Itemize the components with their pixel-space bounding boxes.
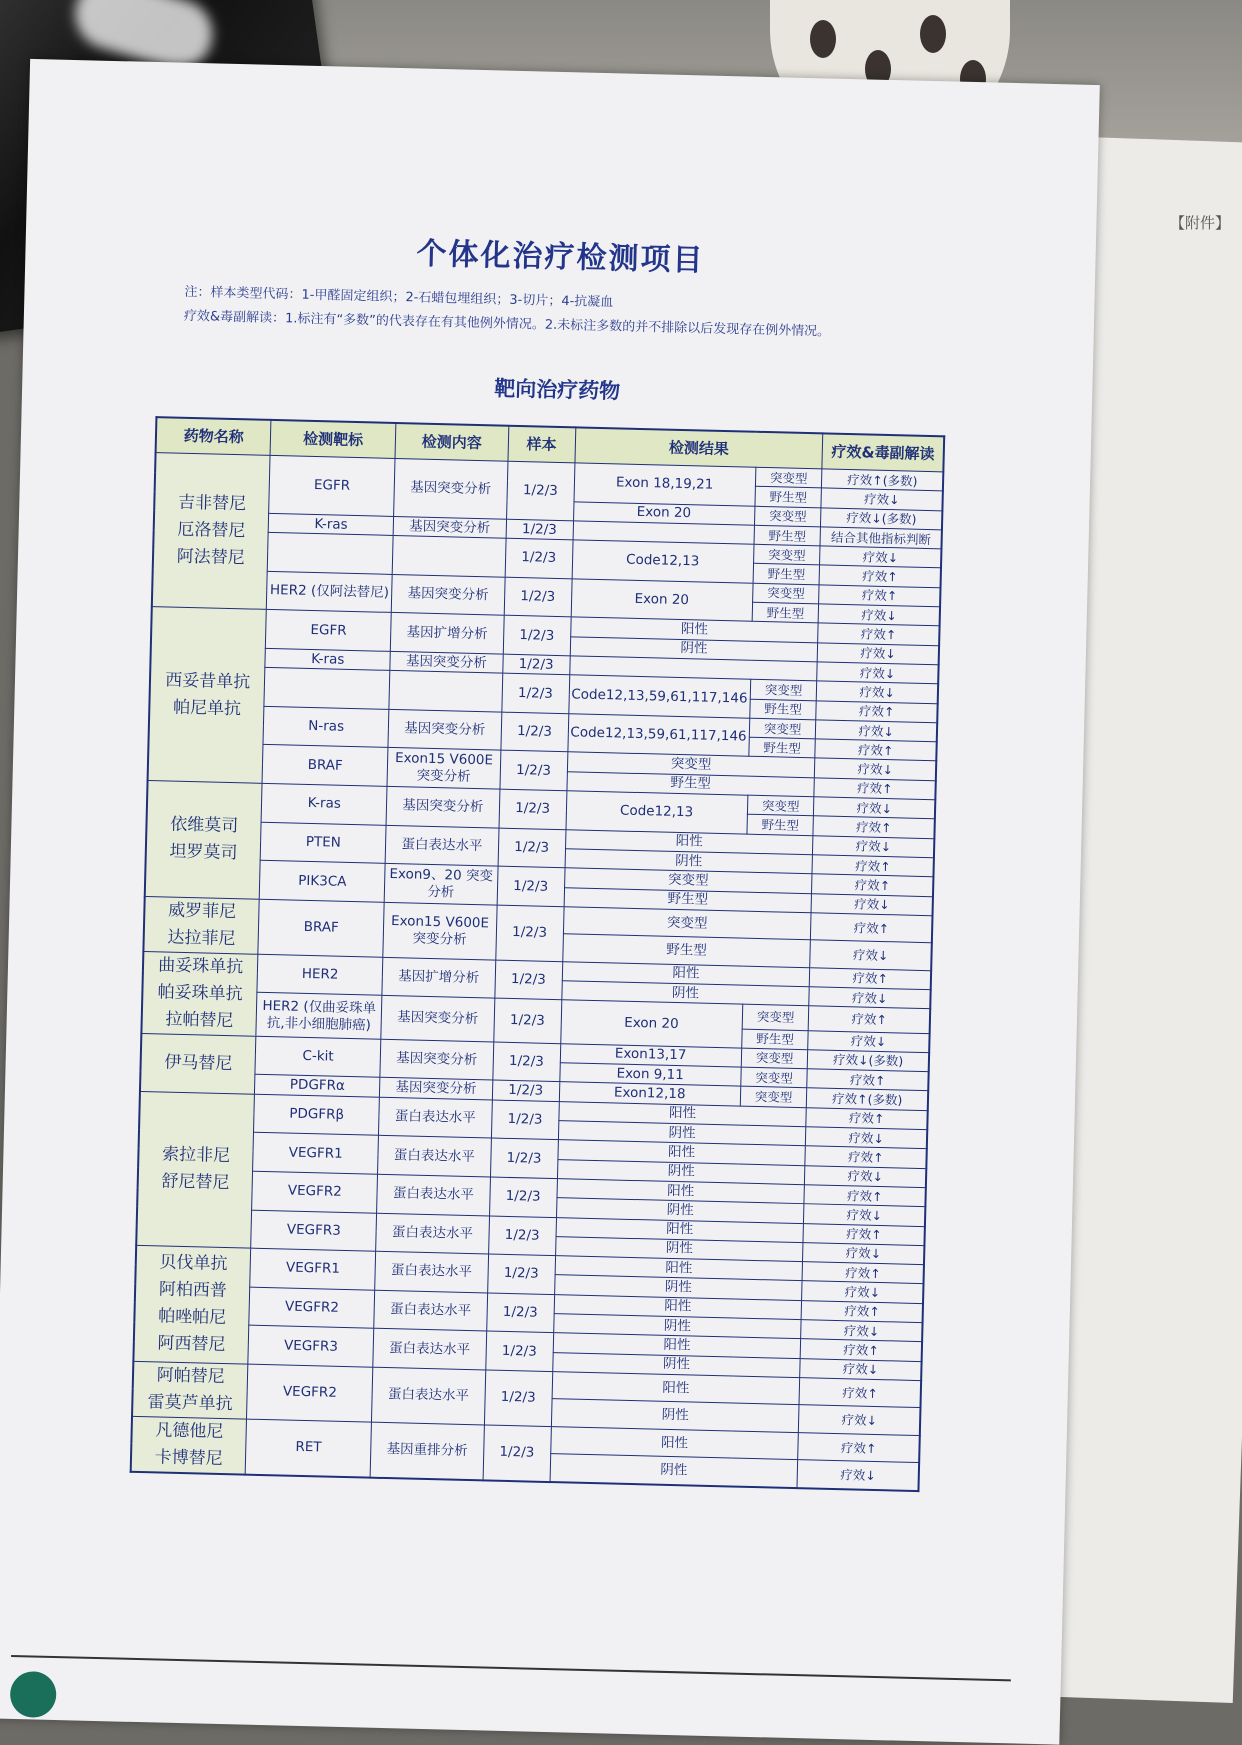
page-title: 个体化治疗检测项目 <box>416 236 705 279</box>
effect-cell: 疗效↑ <box>818 623 939 645</box>
sample-cell: 1/2/3 <box>501 712 569 752</box>
header-effect: 疗效&毒副解读 <box>822 433 944 471</box>
sample-cell: 1/2/3 <box>484 1370 552 1427</box>
content-cell: 基因扩增分析 <box>390 613 504 654</box>
result-cell: 阳性 <box>552 1371 801 1405</box>
mutation-type-cell: 突变型 <box>752 583 819 604</box>
target-cell: K-ras <box>265 648 390 670</box>
mutation-type-cell: 野生型 <box>752 602 819 623</box>
content-cell: Exon9、20 突变分析 <box>384 864 498 905</box>
result-cell: 阴性 <box>557 1159 805 1184</box>
target-cell <box>264 668 389 710</box>
mutation-type-cell: 突变型 <box>747 795 814 816</box>
effect-cell: 疗效↑ <box>803 1223 924 1245</box>
sample-cell: 1/2/3 <box>498 828 566 868</box>
effect-cell: 疗效↓ <box>818 643 939 665</box>
mutation-type-cell: 突变型 <box>742 1005 809 1031</box>
effect-cell: 疗效↑ <box>807 1069 928 1091</box>
effect-cell: 疗效↑(多数) <box>807 1088 928 1110</box>
note-sample-codes: 注：样本类型代码：1-甲醛固定组织；2-石蜡包埋组织；3-切片；4-抗凝血 <box>184 284 614 311</box>
sample-cell: 1/2/3 <box>495 905 563 962</box>
target-cell: PIK3CA <box>260 861 385 903</box>
document-page <box>0 59 1100 1745</box>
content-cell: 蛋白表达水平 <box>374 1290 488 1331</box>
result-cell: 阳性 <box>550 1426 799 1459</box>
mutation-type-cell: 突变型 <box>749 718 816 739</box>
mutation-type-cell: 野生型 <box>755 487 822 508</box>
result-cell: 阴性 <box>558 1121 806 1146</box>
content-cell: 基因突变分析 <box>390 651 503 673</box>
drug-name-cell: 依维莫司 坦罗莫司 <box>145 781 263 900</box>
effect-cell: 疗效↑ <box>810 968 931 990</box>
sample-cell: 1/2/3 <box>485 1331 553 1371</box>
effect-cell: 疗效↓ <box>803 1242 924 1264</box>
mutation-type-cell: 突变型 <box>741 1067 808 1088</box>
result-cell: 突变型 <box>564 868 812 893</box>
sample-cell: 1/2/3 <box>500 751 568 791</box>
target-cell: EGFR <box>269 455 395 516</box>
effect-cell: 疗效↑(多数) <box>822 469 943 491</box>
effect-cell: 疗效↓ <box>816 720 937 742</box>
sample-cell: 1/2/3 <box>499 789 567 829</box>
header-content: 检测内容 <box>395 423 509 461</box>
result-cell: 阳性 <box>556 1217 804 1242</box>
result-cell: 突变型 <box>563 907 812 941</box>
effect-cell: 疗效↓ <box>815 758 936 780</box>
target-cell <box>268 533 393 575</box>
sample-cell: 1/2/3 <box>497 866 565 906</box>
effect-cell: 疗效↑ <box>805 1146 926 1168</box>
content-cell: Exon15 V600E 突变分析 <box>387 748 501 789</box>
sample-cell: 1/2/3 <box>506 519 573 540</box>
sample-cell: 1/2/3 <box>488 1215 556 1255</box>
result-cell: 阳性 <box>558 1101 806 1126</box>
sample-cell: 1/2/3 <box>491 1100 559 1140</box>
content-cell <box>392 536 506 577</box>
result-cell: 阴性 <box>550 1454 799 1488</box>
effect-cell: 疗效↑ <box>816 700 937 722</box>
header-target: 检测靶标 <box>270 420 395 459</box>
content-cell: 基因扩增分析 <box>382 957 496 998</box>
content-cell: 基因突变分析 <box>394 458 508 519</box>
target-cell: VEGFR2 <box>249 1287 374 1329</box>
result-cell: 阴性 <box>561 981 809 1006</box>
target-cell: C-kit <box>255 1036 380 1078</box>
drug-name-cell: 凡德他尼 卡博替尼 <box>131 1416 247 1474</box>
content-cell: 蛋白表达水平 <box>377 1174 491 1215</box>
effect-cell: 疗效↓ <box>799 1405 921 1435</box>
effect-cell: 疗效↑ <box>803 1262 924 1284</box>
drug-name-cell: 曲妥珠单抗 帕妥珠单抗 拉帕替尼 <box>141 951 258 1036</box>
effect-cell: 疗效↑ <box>809 1006 931 1033</box>
sample-cell: 1/2/3 <box>489 1177 557 1217</box>
result-cell: Exon 20 <box>573 501 755 525</box>
target-cell: VEGFR1 <box>253 1133 378 1175</box>
target-cell: VEGFR2 <box>247 1364 373 1422</box>
effect-cell: 疗效↑ <box>812 855 933 877</box>
content-cell: 基因突变分析 <box>388 709 502 750</box>
drug-name-cell: 伊马替尼 <box>140 1033 256 1094</box>
result-cell: 阳性 <box>557 1140 805 1165</box>
footer-logo <box>10 1671 57 1718</box>
header-drug: 药物名称 <box>156 417 272 455</box>
effect-cell: 疗效↑ <box>815 739 936 761</box>
content-cell: 基因重排分析 <box>370 1422 484 1480</box>
effect-cell: 疗效↑ <box>819 585 940 607</box>
mutation-type-cell: 突变型 <box>740 1087 807 1108</box>
content-cell: 基因突变分析 <box>380 1039 494 1080</box>
note-interpretation: 疗效&毒副解读：1.标注有“多数”的代表存在有其他例外情况。2.未标注多数的并不排除以后发现存在例外情况。 <box>183 308 831 340</box>
effect-cell: 疗效↓ <box>804 1204 925 1226</box>
mutation-type-cell: 野生型 <box>754 525 821 546</box>
effect-cell: 疗效↑ <box>799 1378 921 1408</box>
result-cell: 阴性 <box>553 1314 801 1339</box>
effect-cell: 疗效↓ <box>806 1127 927 1149</box>
result-cell: Code12,13,59,61,117,146 <box>567 714 749 757</box>
content-cell: 基因突变分析 <box>386 786 500 827</box>
sample-cell: 1/2/3 <box>487 1254 555 1294</box>
effect-cell: 疗效↓ <box>801 1320 922 1342</box>
sample-cell: 1/2/3 <box>506 461 574 521</box>
content-cell: 蛋白表达水平 <box>385 825 499 866</box>
mutation-type-cell: 野生型 <box>742 1029 809 1050</box>
content-cell: 蛋白表达水平 <box>376 1213 490 1254</box>
drug-name-cell: 阿帕替尼 雷莫芦单抗 <box>132 1361 248 1419</box>
effect-cell: 结合其他指标判断 <box>820 527 941 549</box>
effect-cell: 疗效↑ <box>801 1339 922 1361</box>
effect-cell: 疗效↓ <box>802 1281 923 1303</box>
effect-cell: 疗效↓(多数) <box>821 507 942 529</box>
effect-cell: 疗效↓ <box>821 488 942 510</box>
effect-cell: 疗效↑ <box>814 778 935 800</box>
effect-cell: 疗效↓ <box>797 1460 919 1491</box>
sample-cell: 1/2/3 <box>504 577 572 617</box>
result-cell: 阴性 <box>555 1236 803 1261</box>
result-cell: 野生型 <box>562 934 811 968</box>
sample-cell: 1/2/3 <box>502 673 570 713</box>
header-sample: 样本 <box>508 426 576 463</box>
target-cell: HER2 (仅阿法替尼) <box>267 571 392 613</box>
result-cell: 阳性 <box>562 962 810 987</box>
mutation-type-cell: 野生型 <box>749 737 816 758</box>
effect-cell: 疗效↓ <box>800 1358 921 1380</box>
target-cell: EGFR <box>266 610 391 652</box>
content-cell: 基因突变分析 <box>391 574 505 615</box>
mutation-type-cell: 突变型 <box>741 1048 808 1069</box>
effect-cell: 疗效↑ <box>802 1300 923 1322</box>
effect-cell: 疗效↑ <box>820 565 941 587</box>
effect-cell: 疗效↑ <box>813 816 934 838</box>
target-cell: HER2 (仅曲妥珠单抗,非小细胞肺癌) <box>256 993 382 1039</box>
effect-cell: 疗效↓ <box>805 1165 926 1187</box>
result-cell: 阴性 <box>552 1352 800 1377</box>
target-cell: PDGFRβ <box>254 1094 379 1136</box>
sample-cell: 1/2/3 <box>486 1293 554 1333</box>
mutation-type-cell: 野生型 <box>747 815 814 836</box>
content-cell: 蛋白表达水平 <box>371 1367 485 1425</box>
result-cell: Exon 20 <box>560 1000 742 1048</box>
effect-cell: 疗效↓ <box>809 987 930 1009</box>
mutation-type-cell: 野生型 <box>750 699 817 720</box>
content-cell <box>389 671 503 712</box>
target-cell: BRAF <box>258 899 384 957</box>
result-cell: 野生型 <box>566 772 814 797</box>
content-cell: 基因突变分析 <box>381 996 495 1042</box>
result-cell: Exon 9,11 <box>559 1063 741 1087</box>
result-cell: 阳性 <box>553 1333 801 1358</box>
sample-cell: 1/2/3 <box>495 960 563 1000</box>
effect-cell: 疗效↑ <box>804 1185 925 1207</box>
target-cell: N-ras <box>263 706 388 748</box>
mutation-type-cell: 突变型 <box>754 506 821 527</box>
drug-name-cell: 西妥昔单抗 帕尼单抗 <box>148 607 267 783</box>
result-cell: 阳性 <box>557 1179 805 1204</box>
result-cell: Exon 18,19,21 <box>574 463 756 506</box>
effect-cell: 疗效↓ <box>819 604 940 626</box>
sample-cell: 1/2/3 <box>492 1080 559 1101</box>
effect-cell: 疗效↓(多数) <box>808 1050 929 1072</box>
result-cell: 阳性 <box>570 617 818 642</box>
result-cell: 突变型 <box>567 752 815 777</box>
drug-name-cell: 威罗菲尼 达拉菲尼 <box>143 896 259 954</box>
mutation-type-cell: 突变型 <box>750 679 817 700</box>
effect-cell: 疗效↓ <box>808 1030 929 1052</box>
result-cell: 阴性 <box>556 1198 804 1223</box>
target-cell: VEGFR3 <box>248 1325 373 1367</box>
target-cell: PTEN <box>261 822 386 864</box>
target-cell: PDGFRα <box>255 1075 380 1097</box>
drug-table <box>130 416 946 1492</box>
content-cell: 蛋白表达水平 <box>373 1328 487 1369</box>
effect-cell: 疗效↓ <box>817 662 938 684</box>
content-cell: 蛋白表达水平 <box>378 1136 492 1177</box>
content-cell: 蛋白表达水平 <box>375 1251 489 1292</box>
target-cell: RET <box>246 1419 372 1478</box>
result-cell: Exon 20 <box>571 579 753 622</box>
target-cell: BRAF <box>262 745 387 787</box>
result-cell: 阴性 <box>554 1275 802 1300</box>
effect-cell: 疗效↑ <box>812 874 933 896</box>
result-cell: 阳性 <box>555 1256 803 1281</box>
footer-rule <box>11 1655 1011 1681</box>
sample-cell: 1/2/3 <box>493 998 561 1043</box>
content-cell: 基因突变分析 <box>393 516 506 538</box>
effect-cell: 疗效↓ <box>817 681 938 703</box>
sample-cell: 1/2/3 <box>502 654 569 675</box>
mutation-type-cell: 突变型 <box>753 544 820 565</box>
effect-cell: 疗效↑ <box>806 1107 927 1129</box>
content-cell: 基因突变分析 <box>379 1078 492 1100</box>
result-cell: 野生型 <box>564 887 812 912</box>
effect-cell: 疗效↓ <box>812 893 933 915</box>
sample-cell: 1/2/3 <box>505 538 573 578</box>
result-cell: 阴性 <box>570 636 818 661</box>
target-cell: VEGFR1 <box>250 1248 375 1290</box>
target-cell: VEGFR3 <box>251 1210 376 1252</box>
target-cell: K-ras <box>269 513 394 535</box>
table-body <box>131 453 944 1491</box>
header-result: 检测结果 <box>574 427 823 469</box>
result-cell: 阴性 <box>551 1399 800 1433</box>
drug-name-cell: 索拉非尼 舒尼替尼 <box>136 1091 255 1248</box>
section-title: 靶向治疗药物 <box>493 376 621 404</box>
result-cell: Exon13,17 <box>560 1044 742 1068</box>
mutation-type-cell: 野生型 <box>753 564 820 585</box>
drug-name-cell: 吉非替尼 厄洛替尼 阿法替尼 <box>152 453 271 610</box>
content-cell: 蛋白表达水平 <box>378 1097 492 1138</box>
side-tag: 【附件】 <box>1170 214 1231 232</box>
sample-cell: 1/2/3 <box>493 1042 561 1082</box>
effect-cell: 疗效↓ <box>814 797 935 819</box>
mutation-type-cell: 突变型 <box>755 467 822 488</box>
result-cell: 阳性 <box>565 829 813 854</box>
drug-name-cell: 贝伐单抗 阿柏西普 帕唑帕尼 阿西替尼 <box>133 1245 251 1364</box>
target-cell: VEGFR2 <box>252 1171 377 1213</box>
effect-cell: 疗效↓ <box>810 940 932 970</box>
effect-cell: 疗效↑ <box>811 913 933 943</box>
effect-cell: 疗效↑ <box>798 1432 920 1462</box>
result-cell: 阴性 <box>565 849 813 874</box>
sample-cell: 1/2/3 <box>483 1425 551 1482</box>
effect-cell: 疗效↓ <box>813 835 934 857</box>
effect-cell: 疗效↓ <box>820 546 941 568</box>
target-cell: K-ras <box>262 783 387 825</box>
result-cell: Code12,13 <box>572 540 754 583</box>
result-cell: Exon12,18 <box>559 1082 741 1106</box>
result-cell: Code12,13 <box>566 791 748 834</box>
content-cell: Exon15 V600E 突变分析 <box>383 902 497 960</box>
result-cell: 阳性 <box>554 1294 802 1319</box>
target-cell: HER2 <box>257 954 382 996</box>
sample-cell: 1/2/3 <box>490 1138 558 1178</box>
result-cell: Code12,13,59,61,117,146 <box>568 675 750 718</box>
sample-cell: 1/2/3 <box>503 616 571 656</box>
